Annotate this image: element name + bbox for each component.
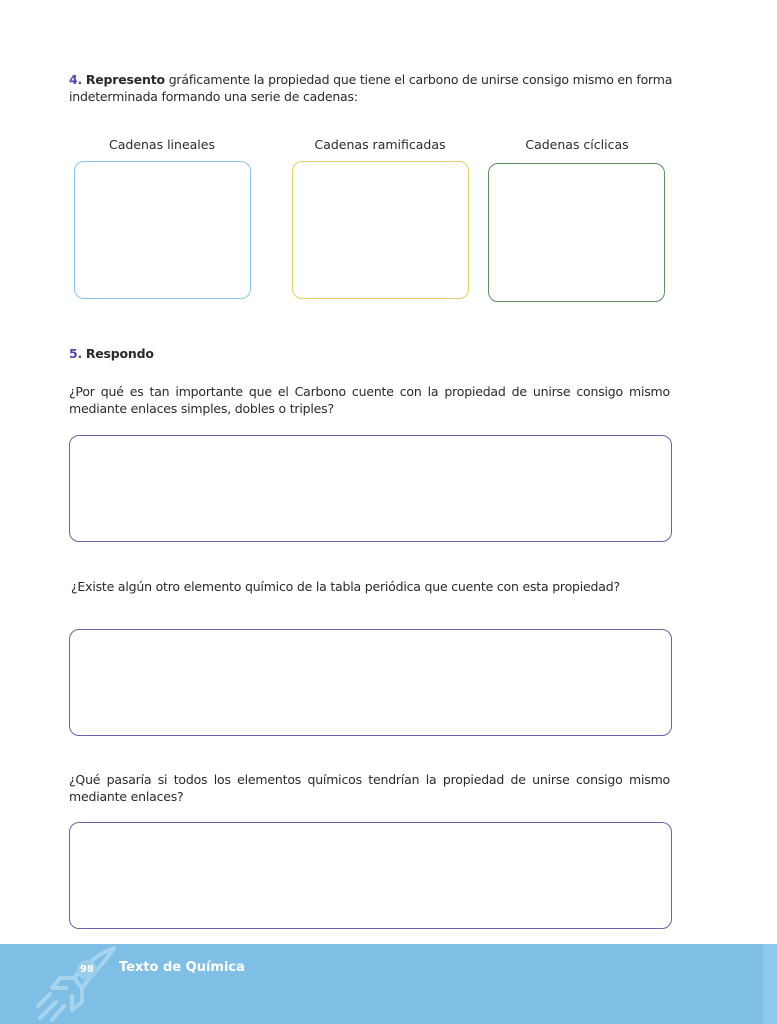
footer-stripe [763,944,777,1024]
q4-verb: Represento [85,72,165,87]
q5-heading-text: Respondo [85,346,154,361]
q4-text-line2: indeterminada formando una serie de cadenas: [69,89,358,104]
q5-heading [69,345,154,362]
question-3-text: ¿Qué pasaría si todos los elementos químicos tendrían la propiedad de unirse consigo mismo mediante enlaces? [69,772,670,804]
question-1-text: ¿Por qué es tan importante que el Carbono cuente con la propiedad de unirse consigo mismo mediante enlaces simples, dobles o triples? [69,384,670,416]
answer-box-2[interactable] [69,629,672,736]
label-cadenas-ramificadas: Cadenas ramificadas [314,137,446,152]
drawing-box-ciclicas[interactable] [488,163,665,302]
q4-text-line1: gráficamente la propiedad que tiene el carbono de unirse consigo mismo en forma [168,72,673,87]
answer-box-3[interactable] [69,822,672,929]
q4-instruction [69,71,679,105]
question-2-text: ¿Existe algún otro elemento químico de la tabla periódica que cuente con esta propiedad? [71,579,620,594]
drawing-box-lineales[interactable] [74,161,251,299]
label-cadenas-ciclicas: Cadenas cíclicas [525,137,629,152]
label-cadenas-lineales: Cadenas lineales [109,137,215,152]
footer-title: Texto de Química [119,960,245,975]
answer-box-1[interactable] [69,435,672,542]
drawing-box-ramificadas[interactable] [292,161,469,299]
q4-number: 4. [69,72,83,87]
page-number-badge: 98 [77,960,97,980]
rocket-icon [34,944,118,1024]
q5-number: 5. [69,346,83,361]
